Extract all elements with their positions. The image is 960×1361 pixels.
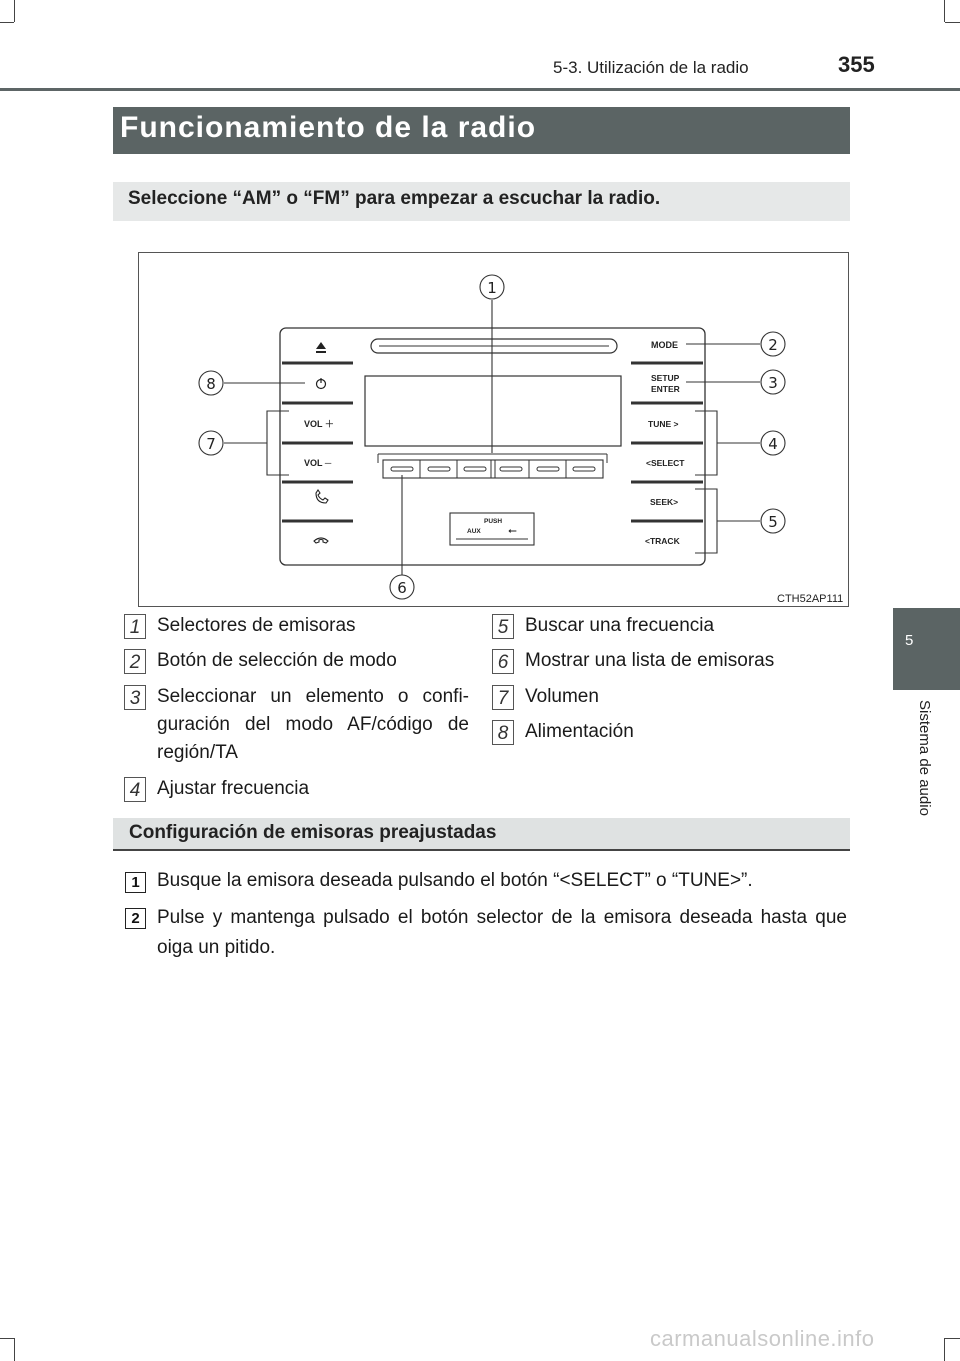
figure-code: CTH52AP111 [777,593,844,605]
chapter-number: 5 [905,632,914,649]
enter-label: ENTER [651,384,680,394]
running-header-section: 5-3. Utilización de la radio [553,58,749,77]
chapter-label: Sistema de audio [916,700,933,816]
step-text: Busque la emisora deseada pulsando el botón “<SELECT” o “TUNE>”. [157,870,753,891]
radio-figure [138,252,849,607]
callout-2-num: 2 [768,336,778,354]
select-label: <SELECT [646,458,685,468]
legend-num: 1 [124,614,146,639]
setup-label: SETUP [651,373,680,383]
aux-label: AUX [467,528,481,535]
phone-hangup-icon [314,538,328,543]
header-rule [0,88,960,91]
legend-num: 4 [124,777,146,802]
crop-mark [945,22,960,23]
step-text: Pulse y mantenga pulsado el botón selector de la emisora deseada hasta que oiga un pitido. [157,907,847,958]
callout-5-num: 5 [768,513,778,531]
legend-num: 6 [492,649,514,674]
callout-3-num: 3 [768,374,778,392]
crop-mark [944,1338,945,1361]
legend-text: Selectores de emisoras [157,615,356,636]
eject-icon [316,342,326,349]
legend-num: 3 [124,685,146,710]
phone-call-icon [316,490,328,503]
step-number: 2 [125,908,146,929]
push-label: PUSH [484,518,503,525]
vol-plus-label: VOL ＋ [304,419,334,429]
intro-text: Seleccione “AM” o “FM” para empezar a escuchar la radio. [128,188,661,209]
watermark: carmanualsonline.info [650,1326,875,1351]
crop-mark [14,0,15,22]
legend-num: 7 [492,685,514,710]
legend-text: Alimentación [525,721,634,742]
legend-text: Botón de selección de modo [157,650,397,671]
page-number: 355 [838,52,875,77]
legend-text: Seleccionar un elemento o confi- guración del modo AF/código de región/TA [157,686,469,763]
track-label: <TRACK [645,536,680,546]
chapter-tab [893,608,960,690]
eject-icon-bar [316,351,326,353]
callout-4-num: 4 [768,435,778,453]
callout-8-num: 8 [206,375,216,393]
crop-mark [14,1338,15,1361]
callout-1-num: 1 [487,279,497,297]
section-header-rule [113,849,850,851]
crop-mark [0,22,14,23]
section-title: Configuración de emisoras preajustadas [129,822,497,843]
legend-text: Mostrar una lista de emisoras [525,650,775,671]
usb-icon: ⭠ [508,524,517,537]
legend-num: 5 [492,614,514,639]
crop-mark [945,1338,960,1339]
legend-text: Buscar una frecuencia [525,615,715,636]
legend-text: Volumen [525,686,599,707]
legend-num: 8 [492,720,514,745]
tune-label: TUNE > [648,419,679,429]
legend-num: 2 [124,649,146,674]
callout-7-num: 7 [206,435,216,453]
crop-mark [944,0,945,22]
crop-mark [0,1338,14,1339]
step-number: 1 [125,872,146,893]
callout-6-num: 6 [397,579,407,597]
legend-text: Ajustar frecuencia [157,778,310,799]
seek-label: SEEK> [650,497,679,507]
page-title: Funcionamiento de la radio [120,111,537,144]
preset-buttons [391,460,595,478]
vol-minus-label: VOL ─ [304,458,332,468]
mode-label: MODE [651,340,678,350]
radio-illustration [139,253,848,606]
radio-display [365,376,621,446]
preset-strip [383,460,603,478]
